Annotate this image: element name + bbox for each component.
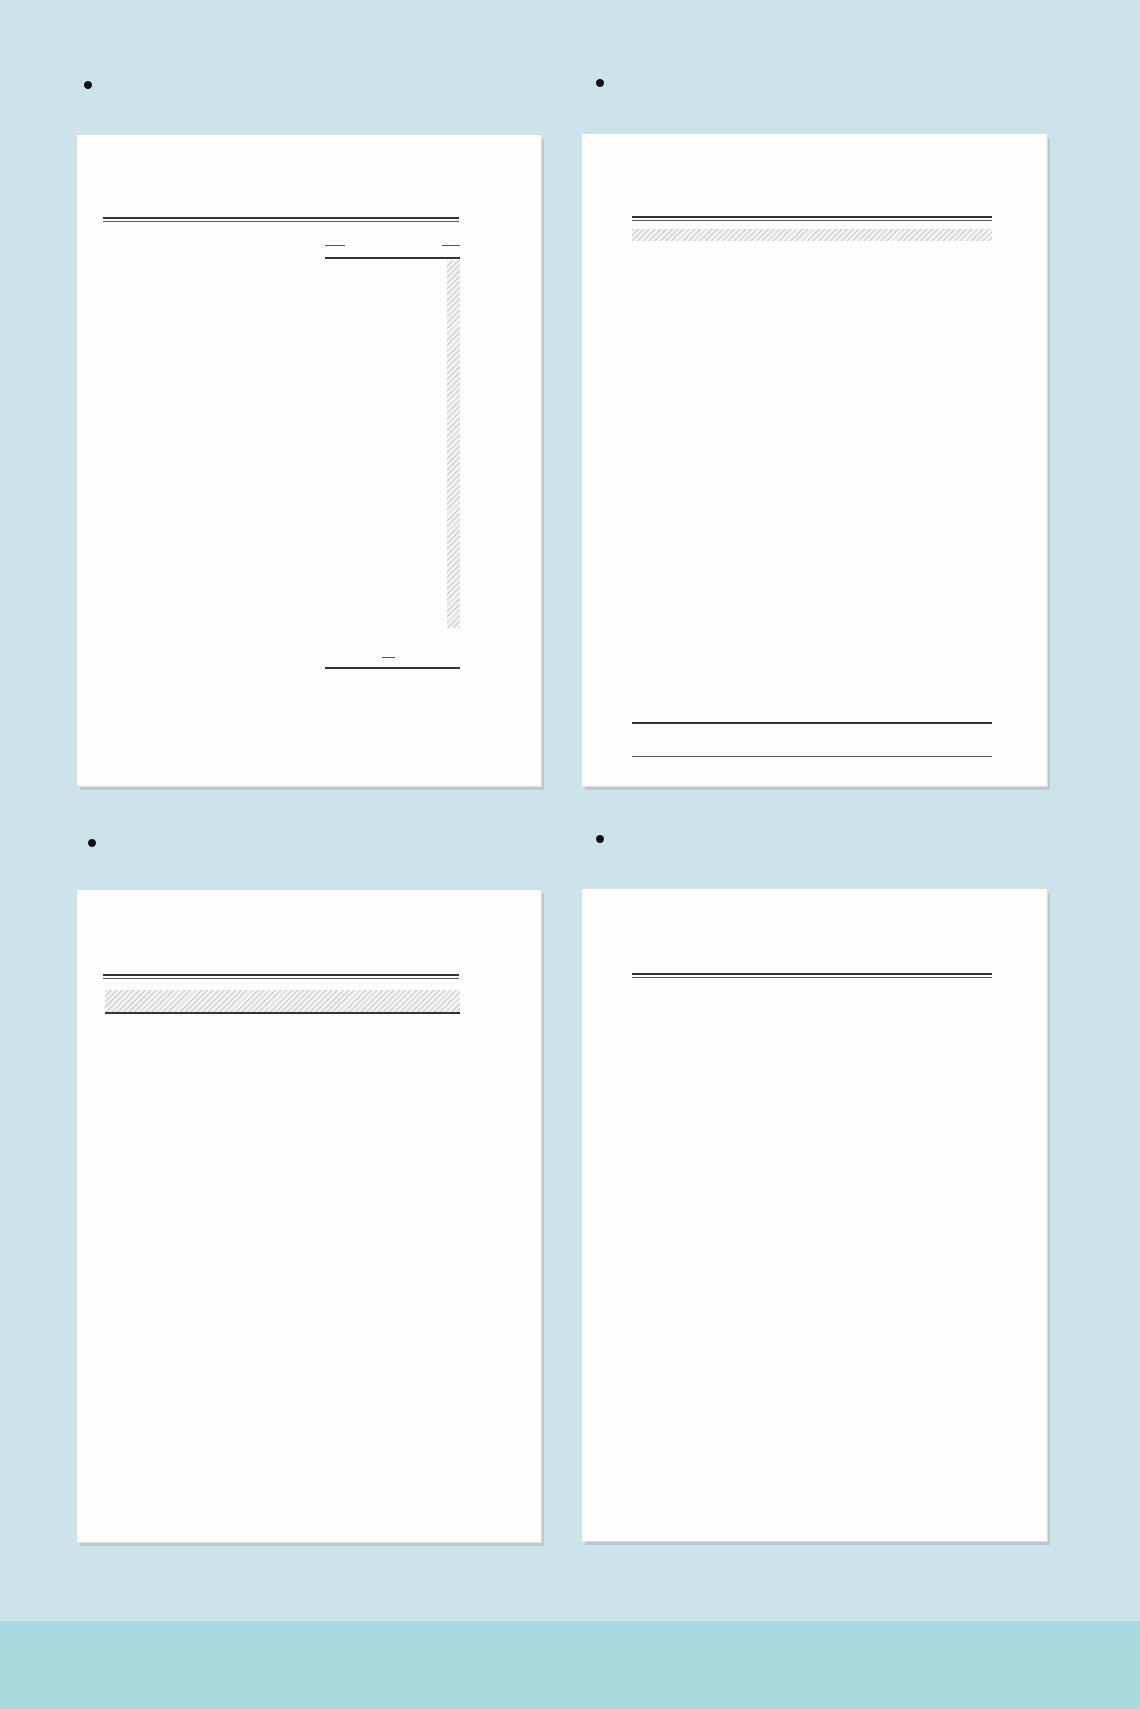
keto-food-list-sheet (582, 889, 1047, 1541)
intermittent-fasting-sheet (77, 890, 541, 1542)
label-daily-keto-food-diary (596, 70, 626, 96)
keto-food-diary-sheet (582, 134, 1047, 786)
site-footer-bar (0, 1621, 1140, 1709)
label-weekly-meal-planner (84, 72, 114, 98)
label-keto-food-list (596, 826, 626, 852)
label-intermittent-fasting-tracker (88, 830, 120, 882)
weekly-meal-planner-sheet (77, 135, 541, 786)
